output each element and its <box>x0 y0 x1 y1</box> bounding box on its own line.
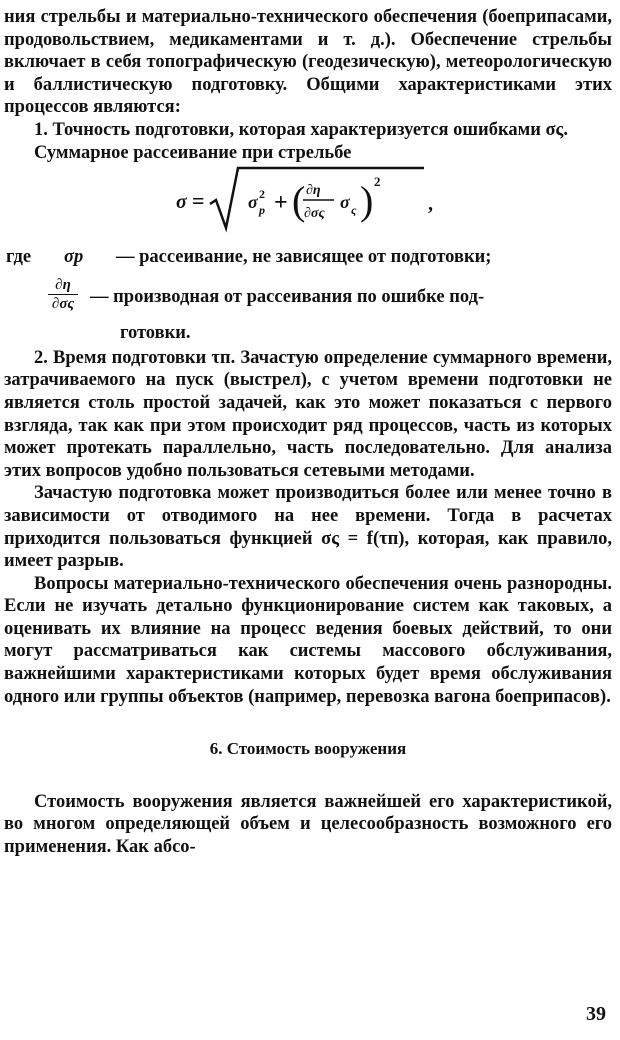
formula-left-paren: ( <box>292 178 306 224</box>
where-description: — рассеивание, не зависящее от подготовки; <box>116 247 492 268</box>
paragraph-total-dispersion: Суммарное рассеивание при стрельбе <box>34 142 352 163</box>
formula-trailing-comma: , <box>428 193 433 216</box>
derivative-denominator: ∂σς <box>51 296 75 313</box>
paragraph-preparation-accuracy: Зачастую подготовка может производиться более или менее точно в зависимости от отводимого на нее времени. Тогда в расчетах приходится пользоваться функцией σς = f(τп), которая, как правило, имеет разрыв. <box>4 483 612 572</box>
where-word: где <box>6 247 32 268</box>
section-heading: 6. Стоимость вооружения <box>209 739 407 759</box>
where-symbol: σp <box>64 247 84 268</box>
derivative-description-continuation: готовки. <box>120 323 191 344</box>
formula-right-paren: ) <box>360 178 374 224</box>
paragraph-weapon-cost: Стоимость вооружения является важнейшей его характеристикой, во многом определяющей объем и целесообразность возможного его применения. Как абсо- <box>4 791 612 858</box>
formula-plus: + <box>274 190 288 217</box>
dispersion-formula <box>4 164 612 236</box>
formula-term2-sym: σ <box>340 192 350 213</box>
formula-lhs: σ <box>176 191 187 214</box>
formula-term1-base: σ <box>248 192 258 213</box>
derivative-fraction <box>48 276 78 313</box>
formula-deriv-den: ∂σς <box>304 206 325 222</box>
formula-equals: = <box>192 188 205 214</box>
derivative-description: — производная от рассеивания по ошибке под- <box>90 287 485 308</box>
page-number: 39 <box>586 1003 606 1025</box>
where-derivative <box>4 276 612 322</box>
paragraph-continuation: ния стрельбы и материально-технического обеспечения (боеприпасами, продовольствием, медикаментами и т. д.). Обеспечение стрельбы включает в себя топографическую (геодезическую), метеорологическую и баллистическую подготовку. Общими характеристиками этих процессов являются: <box>4 7 612 118</box>
where-sigma-p <box>4 246 612 270</box>
dispersion-formula-svg <box>174 164 444 236</box>
paragraph-accuracy: 1. Точность подготовки, которая характеризуется ошибками σς. <box>34 119 568 140</box>
formula-term2-sub: ς <box>351 203 357 218</box>
formula-term1-sub: p <box>259 203 265 218</box>
formula-term1-sup: 2 <box>259 187 265 202</box>
derivative-numerator: ∂η <box>48 276 78 295</box>
paragraph-logistics: Вопросы материально-технического обеспечения очень разнородны. Если не изучать детально функционирование систем как таковых, а оценивать их влияние на процесс ведения боевых действий, то они могут рассматриваться как системы массового обслуживания, важнейшими характеристиками которых будет время обслуживания одного или группы объектов (например, перевозка вагона боеприпасов). <box>4 573 612 707</box>
paragraph-preparation-time: 2. Время подготовки τп. Зачастую определение суммарного времени, затрачиваемого на пуск (выстрел), с учетом времени подготовки не является столь простой задачей, как это может показаться с первого взгляда, так как при этом происходит ряд процессов, часть из которых может протекать параллельно, часть последовательно. Для анализа этих вопросов удобно пользоваться сетевыми методами. <box>4 347 612 481</box>
formula-deriv-num: ∂η <box>306 183 321 199</box>
formula-outer-sup: 2 <box>374 174 381 190</box>
